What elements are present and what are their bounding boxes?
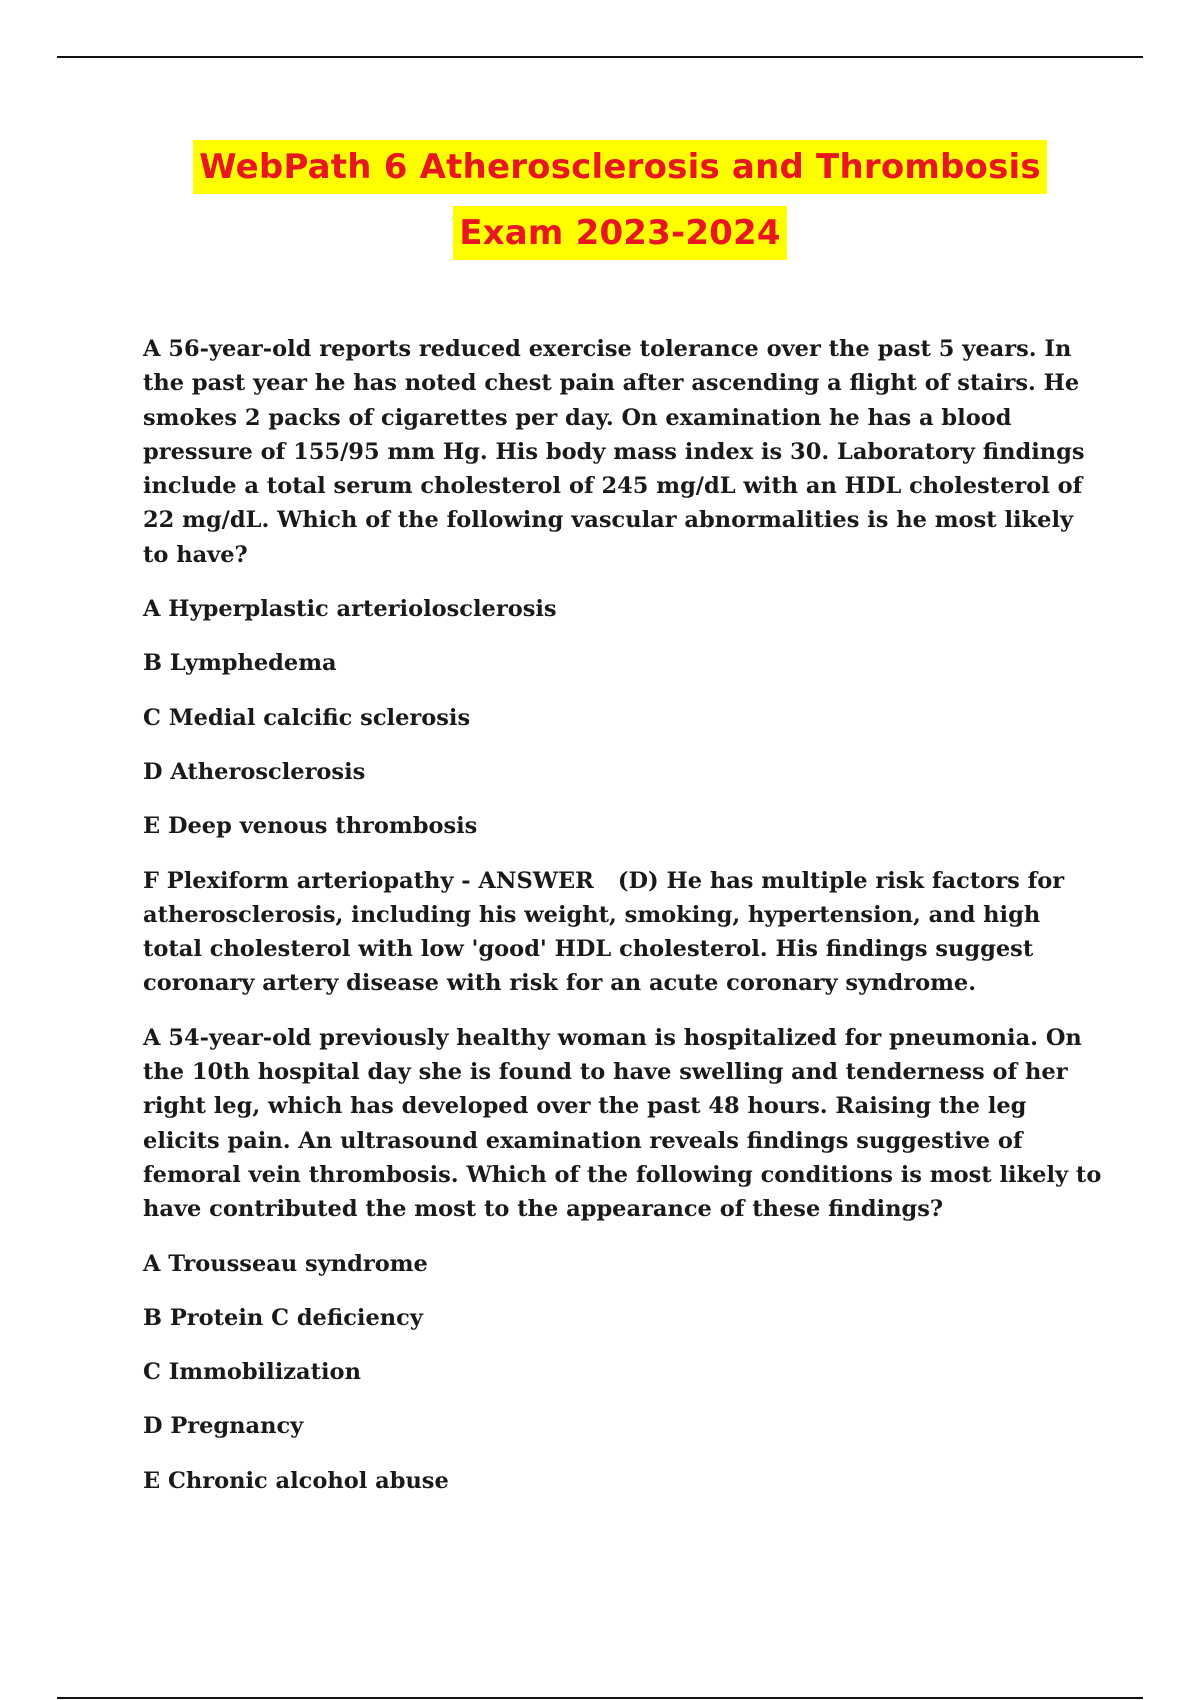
- question-1-option-e: E Deep venous thrombosis: [143, 813, 478, 840]
- title-line-2: Exam 2023-2024: [453, 206, 787, 260]
- document-title: [0, 140, 1200, 272]
- document-body: [143, 332, 1103, 1518]
- question-1-option-d: D Atherosclerosis: [143, 758, 366, 785]
- question-1-answer: (D) He has multiple risk factors for atherosclerosis, including his weight, smoking, hypertension, and high total cholesterol with low 'good' HDL cholesterol. His findings suggest coronary artery disease with risk for an acute coronary syndrome.: [143, 867, 1065, 997]
- question-2-option-c: C Immobilization: [143, 1359, 361, 1386]
- question-1-option-f: F Plexiform arteriopathy - ANSWER: [143, 867, 594, 894]
- question-2-option-e: E Chronic alcohol abuse: [143, 1467, 449, 1494]
- question-1-answer-paragraph: [143, 864, 1103, 1001]
- question-1-option-b: B Lymphedema: [143, 650, 337, 677]
- question-2-stem: A 54-year-old previously healthy woman is hospitalized for pneumonia. On the 10th hospital day she is found to have swelling and tenderness of her right leg, which has developed over the past 48 hours. Raising the leg elicits pain. An ultrasound examination reveals findings suggestive of femoral vein thrombosis. Which of the following conditions is most likely to have contributed the most to the appearance of these findings?: [143, 1024, 1102, 1223]
- top-rule: [57, 56, 1143, 58]
- question-2-option-d: D Pregnancy: [143, 1413, 304, 1440]
- question-1-option-a: A Hyperplastic arteriolosclerosis: [143, 596, 557, 623]
- question-1-stem: A 56-year-old reports reduced exercise tolerance over the past 5 years. In the past year he has noted chest pain after ascending a flight of stairs. He smokes 2 packs of cigarettes per day. On examination he has a blood pressure of 155/95 mm Hg. His body mass index is 30. Laboratory findings include a total serum cholesterol of 245 mg/dL with an HDL cholesterol of 22 mg/dL. Which of the following vascular abnormalities is he most likely to have?: [143, 336, 1085, 568]
- bottom-rule: [57, 1697, 1143, 1699]
- title-line-1: WebPath 6 Atherosclerosis and Thrombosis: [193, 140, 1047, 194]
- question-2-option-b: B Protein C deficiency: [143, 1304, 423, 1331]
- question-1-option-c: C Medial calcific sclerosis: [143, 704, 471, 731]
- question-2-option-a: A Trousseau syndrome: [143, 1250, 428, 1277]
